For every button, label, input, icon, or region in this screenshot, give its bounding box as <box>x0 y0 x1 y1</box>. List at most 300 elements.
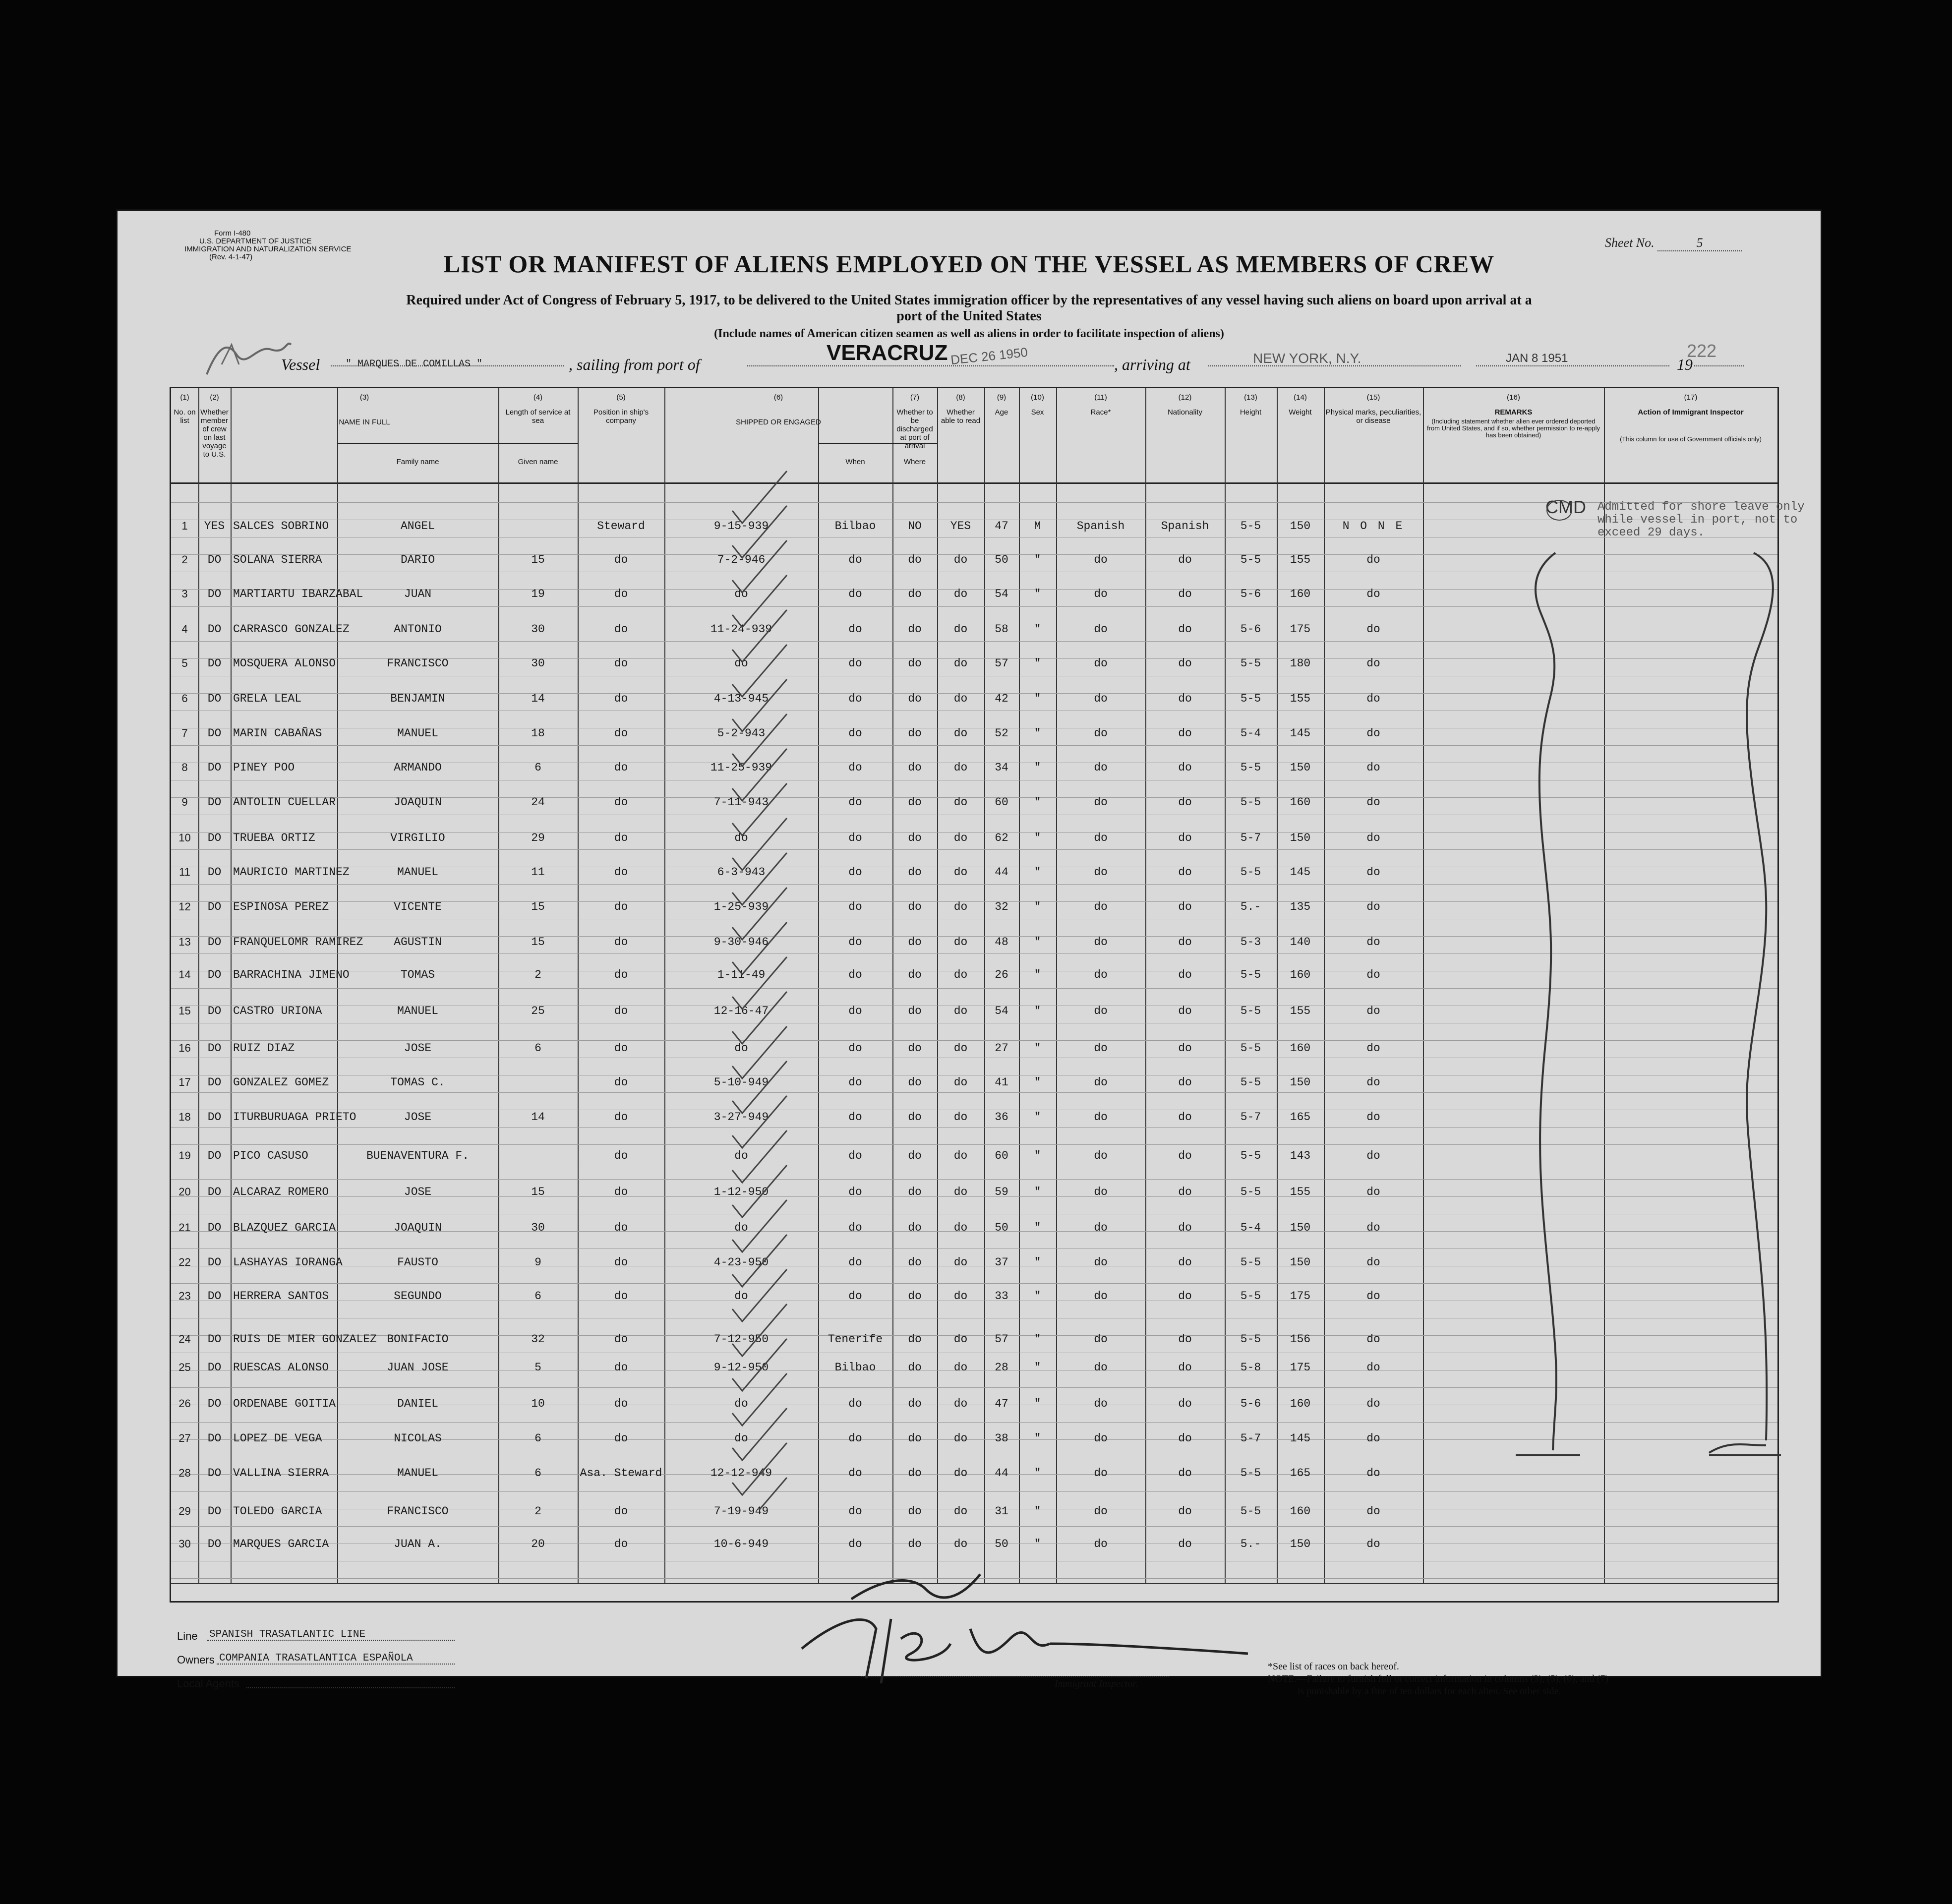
cell-age: 57 <box>995 1333 1008 1346</box>
cell-height: 5-7 <box>1240 1432 1261 1445</box>
cell-given: JOSE <box>404 1186 432 1198</box>
cell-service: 9 <box>534 1256 541 1269</box>
cell-no: 30 <box>178 1538 191 1550</box>
cell-weight: 180 <box>1290 657 1311 670</box>
cell-family: MARQUES GARCIA <box>233 1538 329 1550</box>
column-number: (16) <box>1507 393 1520 402</box>
owners-value: COMPANIA TRASATLANTICA ESPAÑOLA <box>219 1653 413 1664</box>
cell-read: do <box>953 1505 968 1518</box>
cell-marks: do <box>1366 1290 1380 1303</box>
cell-family: MARIN CABAÑAS <box>233 727 322 740</box>
cell-height: 5-3 <box>1240 936 1261 949</box>
column-header: Whether able to read <box>941 408 981 425</box>
column-header: Whether to be discharged at port of arrival <box>896 408 933 450</box>
cell-age: 33 <box>995 1290 1008 1303</box>
cell-marks: do <box>1366 1005 1380 1017</box>
cell-marks: do <box>1366 553 1380 566</box>
cell-when: do <box>734 1149 748 1162</box>
cell-family: VALLINA SIERRA <box>233 1467 329 1480</box>
cell-race: do <box>1094 900 1108 913</box>
cell-height: 5-6 <box>1240 1397 1261 1410</box>
cell-when: do <box>734 832 748 844</box>
cell-family: SALCES SOBRINO <box>233 520 329 533</box>
cell-age: 47 <box>995 1397 1008 1410</box>
cell-given: TOMAS C. <box>390 1076 445 1089</box>
cell-crew: DO <box>207 1333 222 1346</box>
cell-service: 18 <box>531 727 545 740</box>
cell-age: 50 <box>995 1221 1008 1234</box>
cell-no: 19 <box>178 1149 191 1162</box>
cell-no: 9 <box>181 796 188 808</box>
cell-marks: do <box>1366 1467 1380 1480</box>
cell-weight: 140 <box>1290 936 1311 949</box>
cell-given: MANUEL <box>397 1467 438 1480</box>
cell-disch: do <box>908 936 922 949</box>
remarks-initials: CMD <box>1545 497 1586 517</box>
cell-sex: " <box>1034 1290 1041 1303</box>
cell-family: RUIS DE MIER GONZALEZ <box>233 1333 377 1346</box>
cell-family: ALCARAZ ROMERO <box>233 1186 329 1198</box>
cell-where: do <box>848 968 862 981</box>
cell-family: RUIZ DIAZ <box>233 1042 295 1055</box>
cell-where: do <box>848 761 862 774</box>
column-header: Weight <box>1289 408 1312 416</box>
cell-disch: do <box>908 1432 922 1445</box>
cell-position: do <box>614 1538 628 1550</box>
cell-disch: NO <box>908 520 922 533</box>
cell-weight: 160 <box>1290 588 1311 600</box>
column-number: (11) <box>1094 393 1107 402</box>
cell-age: 31 <box>995 1505 1008 1518</box>
column-divider <box>231 388 232 1583</box>
cell-given: NICOLAS <box>394 1432 442 1445</box>
cell-when: 1-25-939 <box>713 900 769 913</box>
cell-race: do <box>1094 1042 1108 1055</box>
cell-read: do <box>953 727 968 740</box>
cell-sex: " <box>1034 1186 1041 1198</box>
cell-when: do <box>734 1397 748 1410</box>
subtitle-line-2: port of the United States <box>896 308 1042 324</box>
cell-given: FRANCISCO <box>387 657 449 670</box>
cell-nat: do <box>1178 657 1192 670</box>
cell-disch: do <box>908 1042 922 1055</box>
cell-no: 2 <box>181 553 188 566</box>
cell-crew: DO <box>207 1361 222 1374</box>
cell-race: do <box>1094 1221 1108 1234</box>
cell-read: do <box>953 866 968 879</box>
cell-age: 54 <box>995 588 1008 600</box>
cell-sex: " <box>1034 1149 1041 1162</box>
cell-weight: 150 <box>1290 1221 1311 1234</box>
cell-given: ANTONIO <box>394 623 442 636</box>
cell-height: 5-5 <box>1240 1042 1261 1055</box>
cell-height: 5-5 <box>1240 1149 1261 1162</box>
department: U.S. DEPARTMENT OF JUSTICE <box>199 237 312 245</box>
cell-disch: do <box>908 832 922 844</box>
cell-read: do <box>953 1432 968 1445</box>
cell-height: 5-5 <box>1240 968 1261 981</box>
form-number: Form I-480 <box>214 229 251 238</box>
cell-given: VICENTE <box>394 900 442 913</box>
cell-sex: " <box>1034 623 1041 636</box>
cell-age: 44 <box>995 1467 1008 1480</box>
cell-family: CASTRO URIONA <box>233 1005 322 1017</box>
cell-disch: do <box>908 1290 922 1303</box>
cell-where: do <box>848 1042 862 1055</box>
cell-service: 15 <box>531 936 545 949</box>
column-number: (10) <box>1031 393 1044 402</box>
cell-height: 5-6 <box>1240 623 1261 636</box>
revision: (Rev. 4-1-47) <box>209 253 253 261</box>
column-subheader: Given name <box>518 458 558 466</box>
cell-when: 3-27-949 <box>713 1111 769 1124</box>
cell-height: 5-5 <box>1240 1290 1261 1303</box>
cell-no: 24 <box>178 1333 191 1345</box>
cell-disch: do <box>908 553 922 566</box>
column-number: (7) <box>910 393 920 402</box>
cell-when: 12-12-949 <box>710 1467 772 1480</box>
cell-when: 1-11-49 <box>717 968 766 981</box>
cell-when: 7-2-946 <box>717 553 766 566</box>
cell-weight: 135 <box>1290 900 1311 913</box>
cell-given: MANUEL <box>397 727 438 740</box>
cell-position: do <box>614 1505 628 1518</box>
cell-weight: 175 <box>1290 623 1311 636</box>
cell-service: 6 <box>534 1042 541 1055</box>
column-number: (1) <box>180 393 189 402</box>
cell-when: 11-24-939 <box>710 623 772 636</box>
cell-given: JOSE <box>404 1042 432 1055</box>
cell-where: do <box>848 623 862 636</box>
cell-marks: do <box>1366 692 1380 705</box>
column-header: Physical marks, peculiarities, or disease <box>1325 408 1421 425</box>
cell-family: RUESCAS ALONSO <box>233 1361 329 1374</box>
cell-where: do <box>848 866 862 879</box>
cell-when: 7-12-950 <box>713 1333 769 1346</box>
cell-no: 4 <box>181 623 188 635</box>
cell-nat: do <box>1178 1149 1192 1162</box>
cell-height: 5.- <box>1240 1538 1261 1550</box>
cell-position: do <box>614 1149 628 1162</box>
cell-where: do <box>848 832 862 844</box>
cell-age: 54 <box>995 1005 1008 1017</box>
cell-nat: do <box>1178 623 1192 636</box>
cell-given: AGUSTIN <box>394 936 442 949</box>
cell-race: do <box>1094 1111 1108 1124</box>
cell-read: do <box>953 588 968 600</box>
pencil-scribble <box>197 330 296 384</box>
cell-when: do <box>734 1290 748 1303</box>
cell-age: 62 <box>995 832 1008 844</box>
cell-sex: " <box>1034 1467 1041 1480</box>
cell-disch: do <box>908 1005 922 1017</box>
cell-service: 30 <box>531 1221 545 1234</box>
cell-given: BUENAVENTURA F. <box>366 1149 470 1162</box>
cell-sex: " <box>1034 1333 1041 1346</box>
cell-position: do <box>614 1290 628 1303</box>
cell-where: do <box>848 1221 862 1234</box>
column-header: Nationality <box>1167 408 1203 416</box>
cell-crew: DO <box>207 1005 222 1017</box>
column-number: (3) <box>359 393 369 402</box>
cell-race: do <box>1094 1397 1108 1410</box>
cell-race: do <box>1094 553 1108 566</box>
cell-height: 5-5 <box>1240 866 1261 879</box>
cell-service: 11 <box>531 866 545 879</box>
cell-position: do <box>614 1221 628 1234</box>
cell-age: 28 <box>995 1361 1008 1374</box>
cell-position: do <box>614 553 628 566</box>
cell-weight: 175 <box>1290 1361 1311 1374</box>
cell-where: do <box>848 1538 862 1550</box>
cell-service: 15 <box>531 900 545 913</box>
cell-no: 22 <box>178 1256 191 1268</box>
cell-marks: do <box>1366 936 1380 949</box>
service: IMMIGRATION AND NATURALIZATION SERVICE <box>184 245 352 253</box>
cell-when: 12-16-47 <box>713 1005 769 1017</box>
column-header: REMARKS <box>1494 408 1533 416</box>
cell-given: BENJAMIN <box>390 692 445 705</box>
remarks-line-1: Admitted for shore leave only <box>1597 500 1805 514</box>
cell-marks: do <box>1366 1361 1380 1374</box>
cell-sex: " <box>1034 761 1041 774</box>
cell-age: 58 <box>995 623 1008 636</box>
cell-where: do <box>848 1149 862 1162</box>
cell-sex: " <box>1034 1221 1041 1234</box>
cell-race: do <box>1094 832 1108 844</box>
cell-race: do <box>1094 1432 1108 1445</box>
cell-where: do <box>848 796 862 809</box>
cell-sex: " <box>1034 1111 1041 1124</box>
cell-read: do <box>953 1467 968 1480</box>
cell-disch: do <box>908 727 922 740</box>
cell-family: TRUEBA ORTIZ <box>233 832 315 844</box>
cell-read: do <box>953 796 968 809</box>
cell-family: LASHAYAS IORANGA <box>233 1256 343 1269</box>
service-checkmarks <box>623 469 881 1510</box>
cell-nat: do <box>1178 936 1192 949</box>
cell-when: 9-12-950 <box>713 1361 769 1374</box>
cell-marks: do <box>1366 866 1380 879</box>
column-note: (This column for use of Government officials only) <box>1620 435 1762 443</box>
cell-read: do <box>953 553 968 566</box>
cell-race: do <box>1094 727 1108 740</box>
cell-crew: DO <box>207 1042 222 1055</box>
column-header: Height <box>1240 408 1262 416</box>
cell-nat: do <box>1178 1111 1192 1124</box>
cell-marks: do <box>1366 1042 1380 1055</box>
cell-marks: do <box>1366 1432 1380 1445</box>
sailing-date: DEC 26 1950 <box>949 344 1029 368</box>
cell-disch: do <box>908 1149 922 1162</box>
cell-crew: DO <box>207 1467 222 1480</box>
cell-weight: 155 <box>1290 1005 1311 1017</box>
cell-crew: DO <box>207 761 222 774</box>
cell-weight: 150 <box>1290 832 1311 844</box>
cell-sex: " <box>1034 1076 1041 1089</box>
cell-family: PINEY POO <box>233 761 295 774</box>
column-header: Age <box>995 408 1008 416</box>
cell-crew: DO <box>207 936 222 949</box>
cell-age: 32 <box>995 900 1008 913</box>
cell-race: do <box>1094 1005 1108 1017</box>
cell-height: 5-4 <box>1240 727 1261 740</box>
cell-read: do <box>953 1111 968 1124</box>
cell-sex: " <box>1034 1538 1041 1550</box>
cell-crew: DO <box>207 1290 222 1303</box>
cell-read: do <box>953 1256 968 1269</box>
cell-sex: " <box>1034 1005 1041 1017</box>
cell-height: 5-8 <box>1240 1361 1261 1374</box>
cell-where: Tenerife <box>828 1333 883 1346</box>
cell-nat: do <box>1178 832 1192 844</box>
cell-height: 5-5 <box>1240 1505 1261 1518</box>
cell-given: JOAQUIN <box>394 796 442 809</box>
column-header: Position in ship's company <box>593 408 649 425</box>
cell-disch: do <box>908 1397 922 1410</box>
sheet-label: Sheet No. <box>1605 236 1655 250</box>
cell-where: do <box>848 588 862 600</box>
cell-disch: do <box>908 1505 922 1518</box>
cell-weight: 145 <box>1290 866 1311 879</box>
cell-disch: do <box>908 1538 922 1550</box>
cell-marks: do <box>1366 727 1380 740</box>
cell-marks: do <box>1366 623 1380 636</box>
cell-age: 59 <box>995 1186 1008 1198</box>
vessel-label: Vessel <box>281 356 320 373</box>
cell-service: 30 <box>531 623 545 636</box>
cell-nat: do <box>1178 588 1192 600</box>
cell-no: 11 <box>179 866 190 878</box>
cell-sex: " <box>1034 1256 1041 1269</box>
cell-no: 14 <box>178 968 191 981</box>
column-header: Race* <box>1090 408 1111 416</box>
cell-when: 4-13-945 <box>713 692 769 705</box>
cell-marks: do <box>1366 1149 1380 1162</box>
line-label: Line <box>177 1630 198 1642</box>
column-number: (13) <box>1244 393 1257 402</box>
cell-position: do <box>614 968 628 981</box>
cell-position: do <box>614 623 628 636</box>
cell-crew: DO <box>207 657 222 670</box>
cell-service: 19 <box>531 588 545 600</box>
cell-age: 26 <box>995 968 1008 981</box>
cell-age: 57 <box>995 657 1008 670</box>
cell-when: 9-30-946 <box>713 936 769 949</box>
cell-sex: " <box>1034 1361 1041 1374</box>
cell-family: ESPINOSA PEREZ <box>233 900 329 913</box>
cell-family: ANTOLIN CUELLAR <box>233 796 336 809</box>
cell-when: 7-11-943 <box>713 796 769 809</box>
cell-marks: do <box>1366 1221 1380 1234</box>
cell-nat: do <box>1178 1256 1192 1269</box>
cell-read: do <box>953 1186 968 1198</box>
cell-position: Asa. Steward <box>580 1467 662 1480</box>
owners-label: Owners <box>177 1654 215 1666</box>
cell-nat: do <box>1178 1221 1192 1234</box>
cell-read: do <box>953 1290 968 1303</box>
cell-race: do <box>1094 1538 1108 1550</box>
cell-age: 60 <box>995 796 1008 809</box>
cell-family: MOSQUERA ALONSO <box>233 657 336 670</box>
cell-crew: DO <box>207 588 222 600</box>
cell-given: JOSE <box>404 1111 432 1124</box>
cell-disch: do <box>908 1256 922 1269</box>
cell-height: 5-4 <box>1240 1221 1261 1234</box>
cell-crew: DO <box>207 623 222 636</box>
cell-given: DARIO <box>400 553 435 566</box>
cell-family: GRELA LEAL <box>233 692 302 705</box>
column-number: (9) <box>997 393 1006 402</box>
cell-when: 1-12-950 <box>713 1186 769 1198</box>
cell-family: LOPEZ DE VEGA <box>233 1432 322 1445</box>
column-number: (12) <box>1178 393 1192 402</box>
cell-crew: DO <box>207 1505 222 1518</box>
cell-disch: do <box>908 968 922 981</box>
vessel-name: " MARQUES DE COMILLAS " <box>346 358 483 370</box>
cell-disch: do <box>908 1111 922 1124</box>
column-header: Whether member of crew on last voyage to U.S. <box>200 408 229 459</box>
cell-no: 6 <box>181 692 188 705</box>
cell-where: do <box>848 657 862 670</box>
cell-sex: " <box>1034 692 1041 705</box>
cell-nat: do <box>1178 900 1192 913</box>
cell-marks: do <box>1366 1397 1380 1410</box>
cell-sex: " <box>1034 832 1041 844</box>
cell-race: do <box>1094 796 1108 809</box>
cell-read: do <box>953 1221 968 1234</box>
cell-disch: do <box>908 1186 922 1198</box>
cell-disch: do <box>908 623 922 636</box>
cell-read: do <box>953 1333 968 1346</box>
cell-where: do <box>848 727 862 740</box>
cell-weight: 165 <box>1290 1111 1311 1124</box>
cell-race: Spanish <box>1076 520 1125 533</box>
cell-crew: DO <box>207 1111 222 1124</box>
cell-no: 12 <box>178 900 191 913</box>
cell-sex: " <box>1034 1505 1041 1518</box>
cell-crew: DO <box>207 1256 222 1269</box>
cell-position: do <box>614 1186 628 1198</box>
cell-position: do <box>614 866 628 879</box>
cell-marks: do <box>1366 1505 1380 1518</box>
cell-race: do <box>1094 1186 1108 1198</box>
cell-disch: do <box>908 866 922 879</box>
cell-where: Bilbao <box>834 1361 876 1374</box>
cell-sex: " <box>1034 796 1041 809</box>
cell-race: do <box>1094 1076 1108 1089</box>
cell-where: do <box>848 1505 862 1518</box>
cell-read: do <box>953 1361 968 1374</box>
cell-when: do <box>734 1221 748 1234</box>
cell-disch: do <box>908 588 922 600</box>
cell-no: 1 <box>181 520 188 532</box>
cell-crew: DO <box>207 832 222 844</box>
cell-crew: YES <box>204 520 225 533</box>
cell-family: HERRERA SANTOS <box>233 1290 329 1303</box>
cell-when: 5-10-949 <box>713 1076 769 1089</box>
column-note: (Including statement whether alien ever ordered deported from United States, and if so, whether permission to re-apply has been obtained) <box>1427 417 1600 439</box>
cell-sex: " <box>1034 657 1041 670</box>
cell-age: 50 <box>995 1538 1008 1550</box>
cell-given: MANUEL <box>397 866 438 879</box>
cell-when: 5-2-943 <box>717 727 766 740</box>
cell-weight: 150 <box>1290 1076 1311 1089</box>
year-label: 19 <box>1677 356 1693 373</box>
cell-service: 24 <box>531 796 545 809</box>
cell-given: BONIFACIO <box>387 1333 449 1346</box>
cell-nat: do <box>1178 968 1192 981</box>
